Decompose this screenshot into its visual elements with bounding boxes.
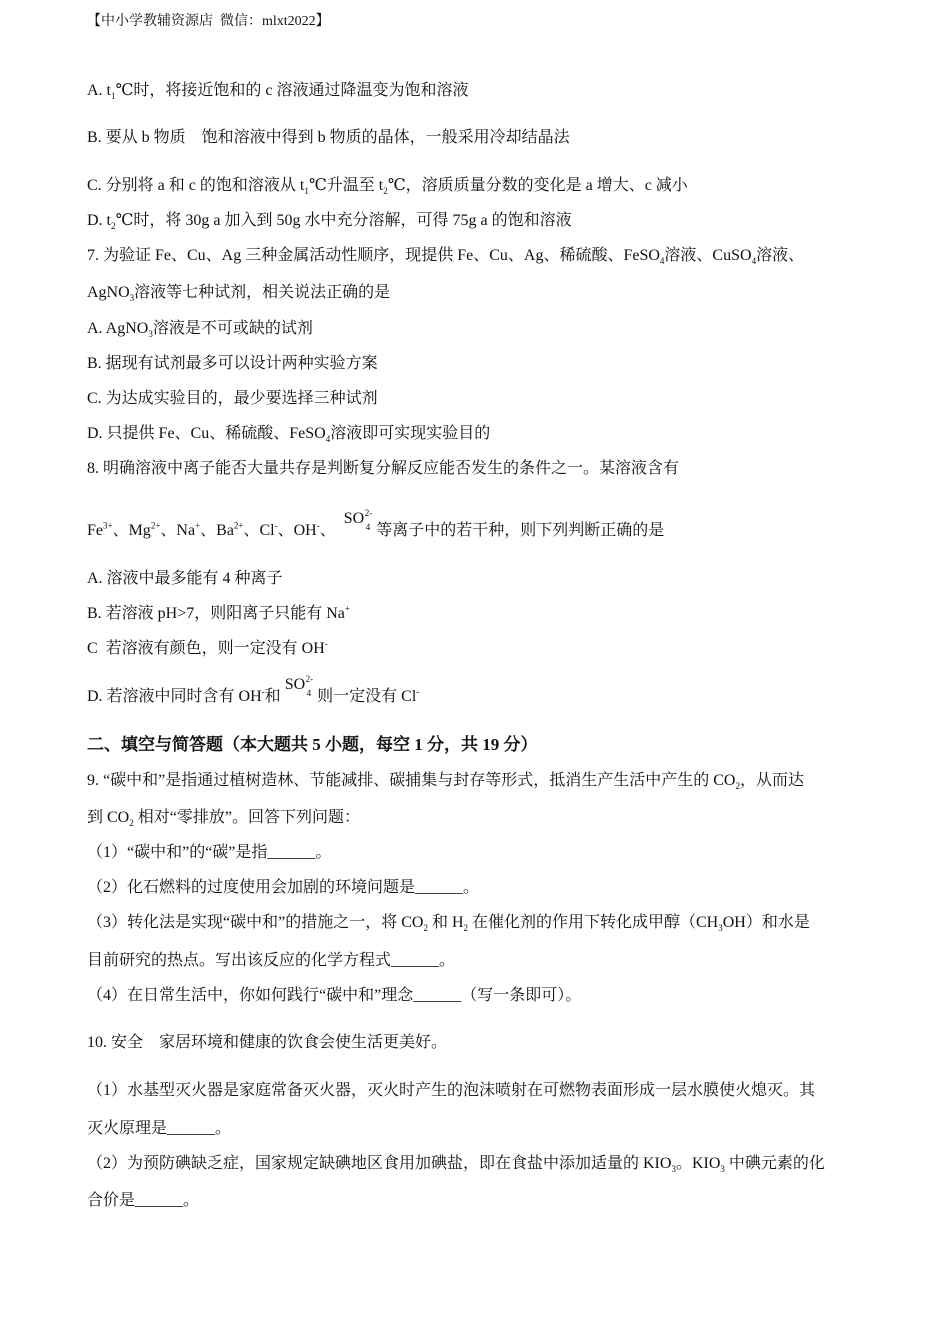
text-line — [87, 1081, 815, 1101]
text-line — [87, 176, 688, 196]
subscript: 2 — [735, 781, 740, 792]
subscript: 4 — [325, 434, 331, 445]
subscript: 2 — [383, 186, 388, 197]
text-run: 和 — [264, 688, 281, 705]
text-line — [87, 878, 479, 898]
text-run: （1）“碳中和”的“碳”是指______。 — [87, 844, 332, 861]
text-run: B. 据现有试剂最多可以设计两种实验方案 — [87, 355, 378, 372]
text-run: B. 若溶液 pH>7，则阳离子只能有 Na — [87, 605, 345, 622]
text-line — [87, 843, 331, 863]
text-line — [87, 128, 570, 148]
text-line — [87, 674, 420, 707]
text-run: A. t — [87, 82, 111, 99]
text-run: （1）水基型灭火器是家庭常备灭火器，灭火时产生的泡沫喷射在可燃物表面形成一层水膜使火熄灭。其 — [87, 1082, 816, 1099]
text-line — [87, 913, 810, 933]
text-run: 合价是______。 — [87, 1192, 200, 1209]
text-line — [87, 459, 679, 479]
text-line — [87, 604, 350, 624]
ion-charge: 2- — [305, 674, 314, 684]
subscript: 3 — [718, 923, 723, 934]
text-run: （3）转化法是实现“碳中和”的措施之一，将 CO — [87, 914, 424, 931]
text-run: D. 只提供 Fe、Cu、稀硫酸、FeSO — [87, 425, 326, 442]
text-line — [87, 283, 390, 303]
text-line — [87, 639, 328, 659]
text-run: AgNO — [87, 284, 130, 301]
sulfate-ion — [343, 508, 373, 532]
text-run: 相对“零排放”。回答下列问题： — [133, 809, 360, 826]
text-run: 溶液、CuSO — [664, 247, 752, 264]
text-run: 和 H — [427, 914, 464, 931]
superscript: - — [324, 638, 328, 649]
text-line — [87, 1033, 447, 1053]
text-run: 中碘元素的化 — [724, 1155, 825, 1172]
text-run: 10. 安全 家居环境和健康的饮食会使生活更美好。 — [87, 1034, 448, 1051]
subscript: 2 — [111, 221, 116, 232]
subscript: 3 — [720, 1164, 725, 1175]
text-run: D. 若溶液中同时含有 OH — [87, 688, 262, 705]
ion-symbol: SO — [343, 510, 365, 527]
text-run: （4）在日常生活中，你如何践行“碳中和”理念______（写一条即可）。 — [87, 987, 582, 1004]
text-run: C 若溶液有颜色，则一定没有 OH — [87, 640, 325, 657]
text-line — [87, 81, 469, 101]
text-run: C. 分别将 a 和 c 的饱和溶液从 t — [87, 177, 305, 194]
superscript: - — [416, 686, 420, 697]
superscript: + — [195, 520, 201, 531]
subscript: 3 — [671, 1164, 676, 1175]
section-heading — [87, 735, 538, 755]
text-line — [87, 808, 360, 828]
text-line — [87, 246, 804, 266]
subscript: 1 — [304, 186, 309, 197]
text-line — [87, 319, 313, 339]
text-line — [87, 1154, 825, 1174]
text-line — [87, 569, 283, 589]
text-run: 灭火原理是______。 — [87, 1120, 232, 1137]
text-line — [87, 986, 581, 1006]
text-line — [87, 951, 455, 971]
sulfate-ion — [284, 674, 314, 698]
text-line — [87, 389, 378, 409]
superscript: 2+ — [233, 520, 244, 531]
text-run: D. t — [87, 212, 111, 229]
text-run: 、Ba — [200, 522, 234, 539]
text-run: 溶液等七种试剂，相关说法正确的是 — [134, 284, 391, 301]
subscript: 4 — [751, 256, 757, 267]
text-run: 溶液即可实现实验目的 — [330, 425, 491, 442]
subscript: 3 — [129, 293, 135, 304]
text-run: 等离子中的若干种，则下列判断正确的是 — [376, 522, 665, 539]
text-line — [87, 211, 572, 231]
text-run: 、OH — [277, 522, 317, 539]
text-line — [87, 508, 665, 541]
superscript: + — [344, 603, 350, 614]
text-run: Fe — [87, 522, 103, 539]
text-run: B. 要从 b 物质 饱和溶液中得到 b 物质的晶体，一般采用冷却结晶法 — [87, 129, 570, 146]
subscript: 3 — [148, 329, 153, 340]
text-run: 9. “碳中和”是指通过植树造林、节能减排、碳捕集与封存等形式，抵消生产生活中产生的 CO — [87, 772, 736, 789]
text-run: 、Na — [160, 522, 196, 539]
text-run: 、Mg — [112, 522, 151, 539]
text-run: 目前研究的热点。写出该反应的化学方程式______。 — [87, 952, 456, 969]
text-run: 溶液是不可或缺的试剂 — [152, 320, 313, 337]
text-run: 溶液、 — [756, 247, 805, 264]
text-run: ，从而达 — [739, 772, 804, 789]
text-run: 、 — [319, 522, 340, 539]
text-run: 二、填空与简答题（本大题共 5 小题，每空 1 分，共 19 分） — [87, 735, 538, 754]
text-run: ℃，溶质质量分数的变化是 a 增大、c 减小 — [387, 177, 688, 194]
text-run: A. AgNO — [87, 320, 149, 337]
text-run: 则一定没有 Cl — [317, 688, 417, 705]
text-run: （2）化石燃料的过度使用会加剧的环境问题是______。 — [87, 879, 480, 896]
text-run: A. 溶液中最多能有 4 种离子 — [87, 570, 283, 587]
superscript: 3+ — [103, 520, 113, 531]
superscript: - — [261, 686, 265, 697]
subscript: 2 — [129, 818, 134, 829]
text-run: ℃升温至 t — [308, 177, 384, 194]
subscript: 4 — [659, 256, 665, 267]
text-run: 到 CO — [87, 809, 130, 826]
text-run: 在催化剂的作用下转化成甲醇（CH — [468, 914, 719, 931]
text-line — [87, 1119, 231, 1139]
text-line — [87, 354, 378, 374]
subscript: 2 — [463, 923, 468, 934]
text-line — [87, 424, 490, 444]
text-run: 、Cl — [243, 522, 275, 539]
superscript: - — [316, 520, 320, 531]
subscript: 2 — [423, 923, 428, 934]
superscript: - — [274, 520, 278, 531]
ion-charge: 2- — [364, 508, 373, 518]
text-run: OH）和水是 — [722, 914, 810, 931]
ion-subscript: 4 — [365, 522, 371, 532]
superscript: 2+ — [150, 520, 161, 531]
text-run: 8. 明确溶液中离子能否大量共存是判断复分解反应能否发生的条件之一。某溶液含有 — [87, 460, 680, 477]
subscript: 1 — [111, 91, 116, 102]
ion-subscript: 4 — [306, 688, 312, 698]
text-line — [87, 771, 804, 791]
ion-symbol: SO — [284, 676, 306, 693]
text-run: C. 为达成实验目的，最少要选择三种试剂 — [87, 390, 378, 407]
watermark-header: 【中小学教辅资源店 微信：mlxt2022】 — [87, 14, 330, 29]
text-run: （2）为预防碘缺乏症，国家规定缺碘地区食用加碘盐，即在食盐中添加适量的 KIO — [87, 1155, 672, 1172]
text-run: 7. 为验证 Fe、Cu、Ag 三种金属活动性顺序，现提供 Fe、Cu、Ag、稀硫酸、FeSO — [87, 247, 660, 264]
text-run: ℃时，将 30g a 加入到 50g 水中充分溶解，可得 75g a 的饱和溶液 — [115, 212, 572, 229]
text-run: ℃时，将接近饱和的 c 溶液通过降温变为饱和溶液 — [115, 82, 469, 99]
text-line — [87, 1191, 199, 1211]
text-run: 。KIO — [675, 1155, 721, 1172]
